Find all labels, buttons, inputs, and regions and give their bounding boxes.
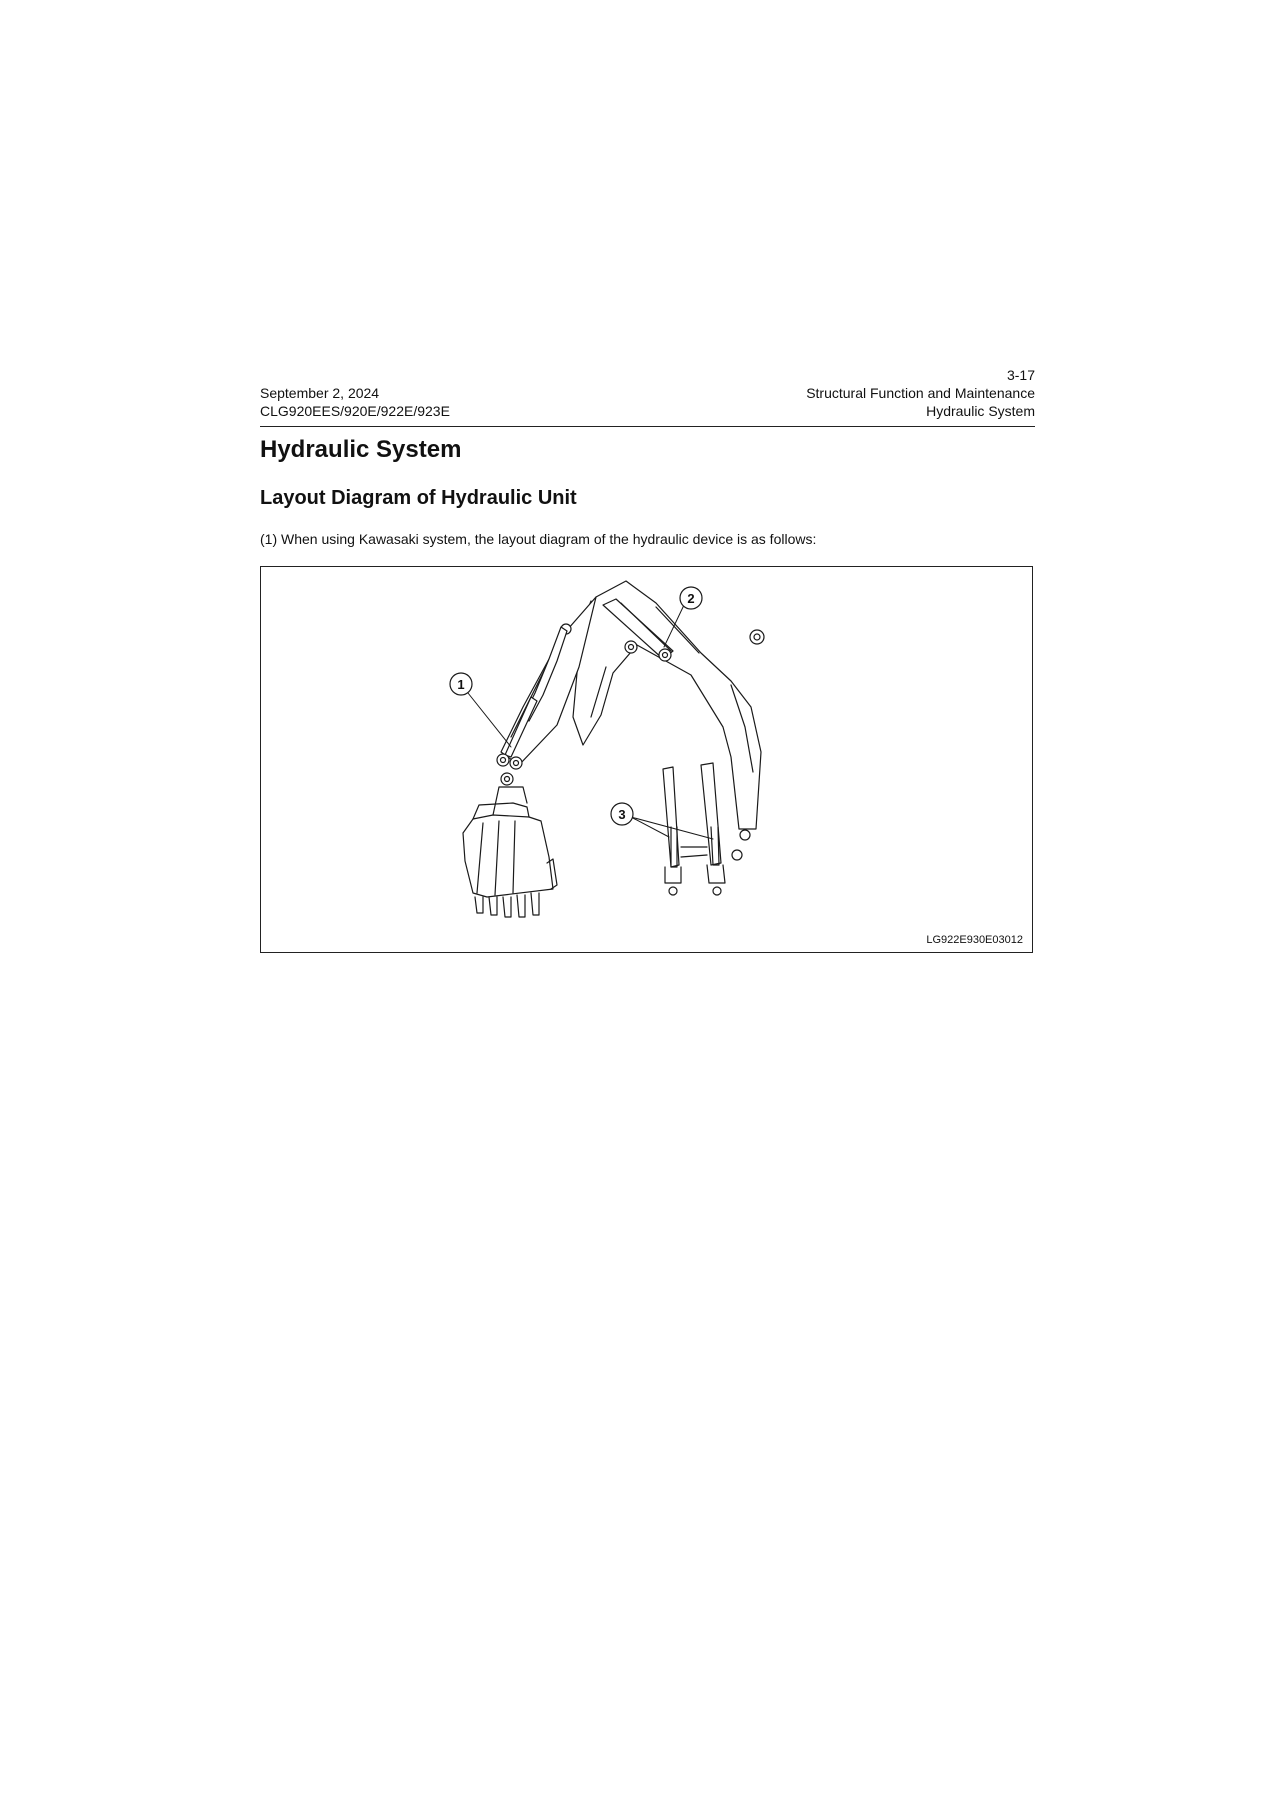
header-date: September 2, 2024: [260, 385, 380, 401]
callout-2-number: 2: [687, 591, 695, 606]
header-right: [806, 366, 1035, 420]
header-section: Hydraulic System: [926, 403, 1035, 419]
bucket: [463, 773, 557, 917]
excavator-boom-drawing: [261, 567, 1032, 952]
header-rule: [260, 426, 1035, 427]
page-title: Hydraulic System: [260, 436, 462, 463]
header-chapter: Structural Function and Maintenance: [806, 385, 1035, 401]
hydraulic-layout-figure: [260, 566, 1033, 953]
header-page-number: 3-17: [1006, 367, 1035, 383]
figure-code: LG922E930E03012: [926, 934, 1023, 946]
header-models: CLG920EES/920E/922E/923E: [260, 403, 450, 419]
callout-1-number: 1: [457, 677, 465, 692]
callout-3: [611, 803, 633, 825]
callout-3-number: 3: [618, 807, 626, 822]
section-subtitle: Layout Diagram of Hydraulic Unit: [260, 487, 577, 509]
intro-paragraph: (1) When using Kawasaki system, the layout diagram of the hydraulic device is as follows:: [260, 531, 817, 547]
callout-1: [450, 673, 472, 695]
header-left: [260, 384, 450, 420]
callout-2: [680, 587, 702, 609]
